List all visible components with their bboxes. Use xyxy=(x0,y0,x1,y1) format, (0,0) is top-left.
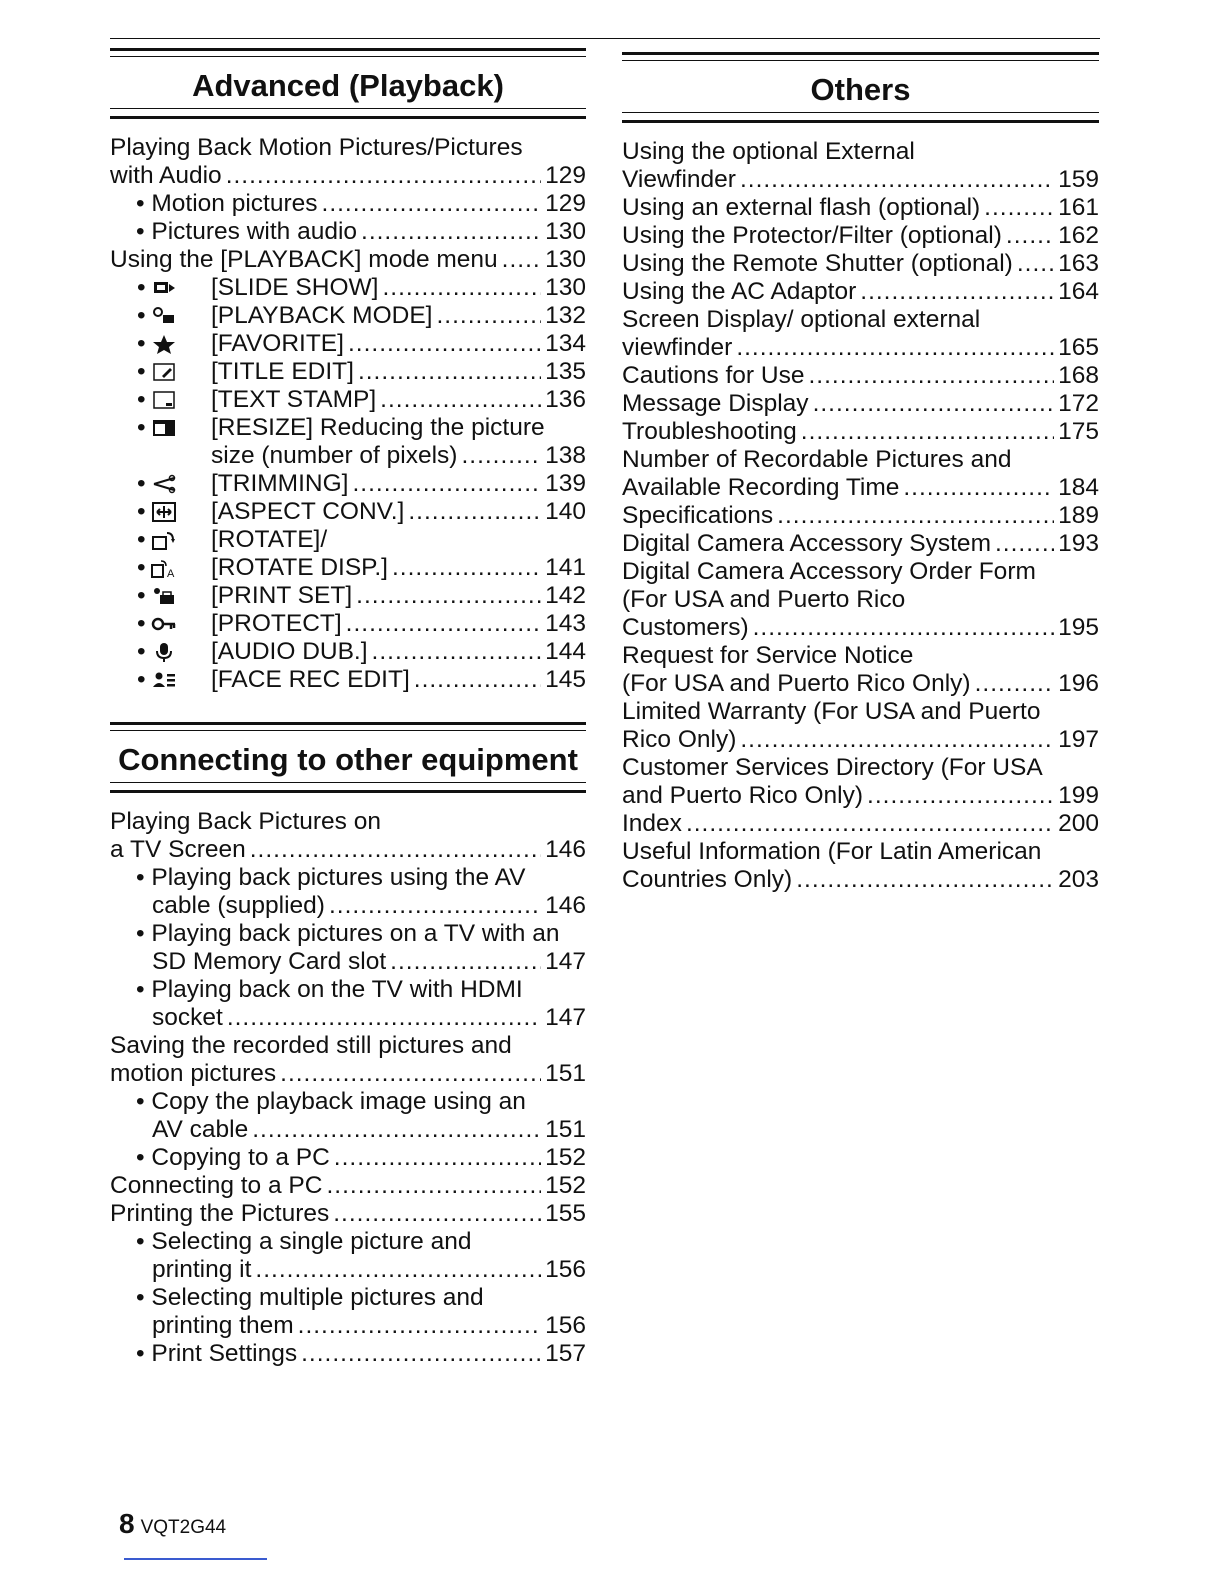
toc-entry xyxy=(622,754,1099,782)
section-title: Connecting to other equipment xyxy=(118,742,578,777)
entry-label: cable (supplied) xyxy=(152,892,325,919)
face-rec-icon xyxy=(151,670,177,690)
dot-leader xyxy=(280,1060,541,1088)
entry-page-number: 163 xyxy=(1058,250,1099,277)
entry-label: Using the Protector/Filter (optional) xyxy=(622,222,1002,249)
dot-leader xyxy=(298,1312,541,1340)
dot-leader xyxy=(358,358,541,386)
dot-leader xyxy=(1017,250,1054,278)
entry-page-number: 189 xyxy=(1058,502,1099,529)
dot-leader xyxy=(796,866,1054,894)
toc-entry xyxy=(110,190,586,218)
entry-page-number: 139 xyxy=(545,470,586,497)
toc-entry xyxy=(622,670,1099,698)
entry-page-number: 146 xyxy=(545,892,586,919)
entry-page-number: 147 xyxy=(545,948,586,975)
entry-label: a TV Screen xyxy=(110,836,246,863)
dot-leader xyxy=(301,1340,541,1368)
rotate-disp-icon xyxy=(151,558,177,578)
section-header-advanced-playback xyxy=(110,46,586,126)
entry-label: Viewfinder xyxy=(622,166,736,193)
entry-label: Specifications xyxy=(622,502,774,529)
entry-label: Digital Camera Accessory System xyxy=(622,530,991,557)
entry-label: Message Display xyxy=(622,390,809,417)
bullet-dot: • xyxy=(137,526,146,553)
section-header-connecting xyxy=(110,720,586,800)
entry-page-number: 147 xyxy=(545,1004,586,1031)
entry-page-number: 146 xyxy=(545,836,586,863)
entry-page-number: 136 xyxy=(545,386,586,413)
entry-page-number: 162 xyxy=(1058,222,1099,249)
entry-page-number: 130 xyxy=(545,246,586,273)
dot-leader xyxy=(408,498,541,526)
bullet-dot: • xyxy=(137,638,146,665)
dot-leader xyxy=(322,190,542,218)
entry-label: [RESIZE] Reducing the picture xyxy=(211,414,545,441)
entry-label: (For USA and Puerto Rico Only) xyxy=(622,670,971,697)
slide-show-icon xyxy=(151,278,177,298)
entry-label: • Pictures with audio xyxy=(136,218,358,245)
entry-page-number: 197 xyxy=(1058,726,1099,753)
toc-entry xyxy=(110,1228,586,1256)
entry-label: Request for Service Notice xyxy=(622,642,914,669)
bullet-dot: • xyxy=(137,386,146,413)
entry-label: Playing Back Pictures on xyxy=(110,808,381,835)
dot-leader xyxy=(346,610,541,638)
dot-leader xyxy=(414,666,541,694)
entry-label: Digital Camera Accessory Order Form xyxy=(622,558,1036,585)
bullet-icon-cell xyxy=(137,582,207,610)
entry-label: (For USA and Puerto Rico xyxy=(622,586,906,613)
entry-label: [TITLE EDIT] xyxy=(211,358,354,385)
entry-page-number: 141 xyxy=(545,554,586,581)
entry-label: • Selecting a single picture and xyxy=(136,1228,472,1255)
print-set-icon xyxy=(151,586,177,606)
toc-list-others xyxy=(622,138,1099,894)
entry-label: [PLAYBACK MODE] xyxy=(211,302,433,329)
entry-label: [PRINT SET] xyxy=(211,582,353,609)
dot-leader xyxy=(740,726,1054,754)
toc-entry xyxy=(110,920,586,948)
dot-leader xyxy=(226,162,541,190)
toc-entry xyxy=(110,1144,586,1172)
entry-page-number: 203 xyxy=(1058,866,1099,893)
bullet-icon-cell xyxy=(137,358,207,386)
entry-label: motion pictures xyxy=(110,1060,277,1087)
entry-label: printing them xyxy=(152,1312,294,1339)
bullet-icon-cell xyxy=(137,414,207,442)
entry-label: Countries Only) xyxy=(622,866,793,893)
entry-label: Printing the Pictures xyxy=(110,1200,330,1227)
bullet-dot: • xyxy=(137,554,146,581)
bullet-icon-cell xyxy=(137,554,207,582)
entry-label: with Audio xyxy=(110,162,222,189)
entry-label: Screen Display/ optional external xyxy=(622,306,981,333)
page-number: 8 xyxy=(119,1508,135,1539)
entry-label: • Copy the playback image using an xyxy=(136,1088,526,1115)
title-edit-icon xyxy=(151,362,177,382)
bullet-icon-cell xyxy=(137,498,207,526)
bullet-icon-cell xyxy=(137,470,207,498)
bullet-icon-cell xyxy=(137,386,207,414)
toc-entry xyxy=(110,610,586,638)
entry-page-number: 144 xyxy=(545,638,586,665)
dot-leader xyxy=(1006,222,1054,250)
entry-label: Limited Warranty (For USA and Puerto xyxy=(622,698,1041,725)
entry-label: and Puerto Rico Only) xyxy=(622,782,864,809)
entry-page-number: 156 xyxy=(545,1312,586,1339)
entry-label: Customer Services Directory (For USA xyxy=(622,754,1043,781)
toc-entry xyxy=(110,1032,586,1060)
dot-leader xyxy=(372,638,542,666)
toc-entry xyxy=(110,1116,586,1144)
bullet-dot: • xyxy=(137,610,146,637)
entry-label: Saving the recorded still pictures and xyxy=(110,1032,512,1059)
toc-list-advanced-playback xyxy=(110,134,586,694)
toc-entry xyxy=(110,302,586,330)
dot-leader xyxy=(361,218,541,246)
entry-label: Rico Only) xyxy=(622,726,737,753)
aspect-conv-icon xyxy=(151,502,177,522)
dot-leader xyxy=(740,166,1054,194)
toc-entry xyxy=(622,334,1099,362)
top-rule xyxy=(110,38,1100,39)
microphone-icon xyxy=(151,642,177,662)
toc-entry xyxy=(110,554,586,582)
bullet-dot: • xyxy=(137,666,146,693)
entry-page-number: 129 xyxy=(545,162,586,189)
dot-leader xyxy=(348,330,541,358)
dot-leader xyxy=(356,582,541,610)
dot-leader xyxy=(380,386,541,414)
entry-label: • Selecting multiple pictures and xyxy=(136,1284,484,1311)
toc-entry xyxy=(110,498,586,526)
bullet-icon-cell xyxy=(137,330,207,358)
toc-entry xyxy=(622,642,1099,670)
doc-code: VQT2G44 xyxy=(140,1517,227,1538)
toc-entry xyxy=(110,1284,586,1312)
toc-entry xyxy=(110,1060,586,1088)
entry-page-number: 132 xyxy=(545,302,586,329)
dot-leader xyxy=(753,614,1055,642)
bullet-dot: • xyxy=(137,414,146,441)
entry-page-number: 152 xyxy=(545,1144,586,1171)
entry-label: [TEXT STAMP] xyxy=(211,386,377,413)
entry-label: [FACE REC EDIT] xyxy=(211,666,410,693)
toc-entry xyxy=(622,446,1099,474)
toc-entry xyxy=(110,948,586,976)
bullet-dot: • xyxy=(137,302,146,329)
dot-leader xyxy=(436,302,541,330)
entry-page-number: 152 xyxy=(545,1172,586,1199)
toc-entry xyxy=(110,1256,586,1284)
bullet-icon-cell xyxy=(137,610,207,638)
key-icon xyxy=(151,614,177,634)
entry-page-number: 145 xyxy=(545,666,586,693)
toc-entry xyxy=(110,526,586,554)
entry-page-number: 135 xyxy=(545,358,586,385)
entry-label: [FAVORITE] xyxy=(211,330,344,357)
dot-leader xyxy=(736,334,1054,362)
dot-leader xyxy=(461,442,541,470)
toc-entry xyxy=(622,726,1099,754)
entry-label: [SLIDE SHOW] xyxy=(211,274,379,301)
toc-entry xyxy=(622,586,1099,614)
toc-entry xyxy=(110,1340,586,1368)
entry-label: Using the Remote Shutter (optional) xyxy=(622,250,1013,277)
section-title: Advanced (Playback) xyxy=(192,68,504,103)
entry-label: SD Memory Card slot xyxy=(152,948,387,975)
entry-label: Playing Back Motion Pictures/Pictures xyxy=(110,134,523,161)
entry-page-number: 172 xyxy=(1058,390,1099,417)
toc-entry xyxy=(110,836,586,864)
toc-entry xyxy=(622,782,1099,810)
entry-page-number: 165 xyxy=(1058,334,1099,361)
entry-label: [ROTATE]/ xyxy=(211,526,328,553)
entry-page-number: 129 xyxy=(545,190,586,217)
toc-entry xyxy=(622,502,1099,530)
resize-icon xyxy=(151,418,177,438)
entry-label: • Copying to a PC xyxy=(136,1144,330,1171)
bullet-icon-cell xyxy=(137,638,207,666)
entry-label: Connecting to a PC xyxy=(110,1172,323,1199)
entry-page-number: 159 xyxy=(1058,166,1099,193)
entry-page-number: 175 xyxy=(1058,418,1099,445)
dot-leader xyxy=(334,1144,541,1172)
bullet-dot: • xyxy=(137,358,146,385)
entry-page-number: 151 xyxy=(545,1116,586,1143)
entry-label: [ROTATE DISP.] xyxy=(211,554,388,581)
svg-text:A: A xyxy=(167,568,175,578)
dot-leader xyxy=(867,782,1054,810)
entry-label: Customers) xyxy=(622,614,749,641)
toc-entry xyxy=(110,246,586,274)
toc-list-connecting xyxy=(110,808,586,1368)
toc-entry xyxy=(622,810,1099,838)
entry-label: • Playing back on the TV with HDMI xyxy=(136,976,523,1003)
toc-entry xyxy=(110,666,586,694)
bullet-dot: • xyxy=(137,498,146,525)
entry-label: [TRIMMING] xyxy=(211,470,349,497)
toc-entry xyxy=(110,976,586,1004)
entry-page-number: 143 xyxy=(545,610,586,637)
bullet-dot: • xyxy=(137,274,146,301)
star-icon xyxy=(151,334,177,354)
dot-leader xyxy=(252,1116,541,1144)
entry-page-number: 184 xyxy=(1058,474,1099,501)
entry-label: • Print Settings xyxy=(136,1340,298,1367)
bullet-icon-cell xyxy=(137,666,207,694)
toc-entry xyxy=(110,470,586,498)
entry-label: [AUDIO DUB.] xyxy=(211,638,368,665)
toc-entry xyxy=(110,1312,586,1340)
toc-entry xyxy=(622,838,1099,866)
dot-leader xyxy=(390,948,541,976)
dot-leader xyxy=(326,1172,541,1200)
dot-leader xyxy=(392,554,541,582)
dot-leader xyxy=(808,362,1054,390)
entry-page-number: 164 xyxy=(1058,278,1099,305)
bullet-dot: • xyxy=(137,582,146,609)
toc-entry xyxy=(622,222,1099,250)
footer-rule xyxy=(124,1558,267,1560)
toc-entry xyxy=(110,358,586,386)
playback-mode-icon xyxy=(151,306,177,326)
toc-entry xyxy=(622,362,1099,390)
entry-page-number: 199 xyxy=(1058,782,1099,809)
entry-page-number: 193 xyxy=(1058,530,1099,557)
entry-label: Index xyxy=(622,810,682,837)
dot-leader xyxy=(502,246,541,274)
toc-entry xyxy=(110,414,586,442)
toc-entry xyxy=(110,1004,586,1032)
entry-page-number: 200 xyxy=(1058,810,1099,837)
dot-leader xyxy=(686,810,1054,838)
entry-page-number: 142 xyxy=(545,582,586,609)
entry-page-number: 155 xyxy=(545,1200,586,1227)
page-footer xyxy=(119,1508,226,1540)
entry-page-number: 157 xyxy=(545,1340,586,1367)
entry-page-number: 130 xyxy=(545,274,586,301)
entry-page-number: 138 xyxy=(545,442,586,469)
section-title: Others xyxy=(810,72,911,107)
entry-label: socket xyxy=(152,1004,223,1031)
toc-entry xyxy=(622,418,1099,446)
toc-entry xyxy=(622,194,1099,222)
entry-page-number: 161 xyxy=(1058,194,1099,221)
entry-label: • Playing back pictures using the AV xyxy=(136,864,526,891)
dot-leader xyxy=(995,530,1054,558)
entry-label: viewfinder xyxy=(622,334,733,361)
dot-leader xyxy=(903,474,1054,502)
toc-entry xyxy=(110,1172,586,1200)
toc-entry xyxy=(622,166,1099,194)
toc-entry xyxy=(110,218,586,246)
entry-label: Using the optional External xyxy=(622,138,915,165)
toc-entry xyxy=(622,306,1099,334)
entry-label: Number of Recordable Pictures and xyxy=(622,446,1012,473)
entry-label: Available Recording Time xyxy=(622,474,900,501)
toc-entry xyxy=(622,614,1099,642)
entry-label: AV cable xyxy=(152,1116,249,1143)
bullet-icon-cell xyxy=(137,302,207,330)
entry-page-number: 156 xyxy=(545,1256,586,1283)
section-header-others xyxy=(622,50,1099,130)
entry-label: Cautions for Use xyxy=(622,362,805,389)
toc-entry xyxy=(622,866,1099,894)
dot-leader xyxy=(860,278,1054,306)
toc-entry xyxy=(110,386,586,414)
entry-label: • Motion pictures xyxy=(136,190,318,217)
bullet-icon-cell xyxy=(137,526,207,554)
dot-leader xyxy=(250,836,541,864)
dot-leader xyxy=(227,1004,541,1032)
dot-leader xyxy=(255,1256,541,1284)
toc-entry xyxy=(110,442,586,470)
toc-entry xyxy=(110,892,586,920)
toc-entry xyxy=(622,474,1099,502)
toc-entry xyxy=(110,638,586,666)
toc-entry xyxy=(110,1200,586,1228)
toc-entry xyxy=(622,278,1099,306)
entry-page-number: 151 xyxy=(545,1060,586,1087)
entry-page-number: 195 xyxy=(1058,614,1099,641)
entry-label: Using the [PLAYBACK] mode menu xyxy=(110,246,498,273)
dot-leader xyxy=(333,1200,541,1228)
entry-page-number: 196 xyxy=(1058,670,1099,697)
toc-entry xyxy=(110,808,586,836)
entry-label: printing it xyxy=(152,1256,252,1283)
entry-page-number: 130 xyxy=(545,218,586,245)
entry-page-number: 134 xyxy=(545,330,586,357)
entry-label: [ASPECT CONV.] xyxy=(211,498,405,525)
toc-entry xyxy=(110,1088,586,1116)
scissors-icon xyxy=(151,474,177,494)
toc-entry xyxy=(110,162,586,190)
dot-leader xyxy=(382,274,541,302)
bullet-icon-cell xyxy=(137,274,207,302)
dot-leader xyxy=(352,470,541,498)
entry-label: size (number of pixels) xyxy=(211,442,458,469)
text-stamp-icon xyxy=(151,390,177,410)
entry-page-number: 168 xyxy=(1058,362,1099,389)
dot-leader xyxy=(801,418,1054,446)
toc-entry xyxy=(622,530,1099,558)
bullet-dot: • xyxy=(137,330,146,357)
entry-page-number: 140 xyxy=(545,498,586,525)
rotate-icon xyxy=(151,530,177,550)
toc-entry xyxy=(622,390,1099,418)
toc-entry xyxy=(622,558,1099,586)
dot-leader xyxy=(975,670,1055,698)
entry-label: Using the AC Adaptor xyxy=(622,278,857,305)
toc-entry xyxy=(110,274,586,302)
dot-leader xyxy=(984,194,1054,222)
toc-entry xyxy=(622,698,1099,726)
entry-label: • Playing back pictures on a TV with an xyxy=(136,920,560,947)
toc-entry xyxy=(622,138,1099,166)
toc-entry xyxy=(110,864,586,892)
toc-entry xyxy=(622,250,1099,278)
toc-entry xyxy=(110,582,586,610)
entry-label: Using an external flash (optional) xyxy=(622,194,981,221)
entry-label: [PROTECT] xyxy=(211,610,342,637)
entry-label: Troubleshooting xyxy=(622,418,797,445)
dot-leader xyxy=(813,390,1055,418)
toc-entry xyxy=(110,134,586,162)
toc-entry xyxy=(110,330,586,358)
dot-leader xyxy=(777,502,1054,530)
bullet-dot: • xyxy=(137,470,146,497)
entry-label: Useful Information (For Latin American xyxy=(622,838,1042,865)
dot-leader xyxy=(329,892,541,920)
